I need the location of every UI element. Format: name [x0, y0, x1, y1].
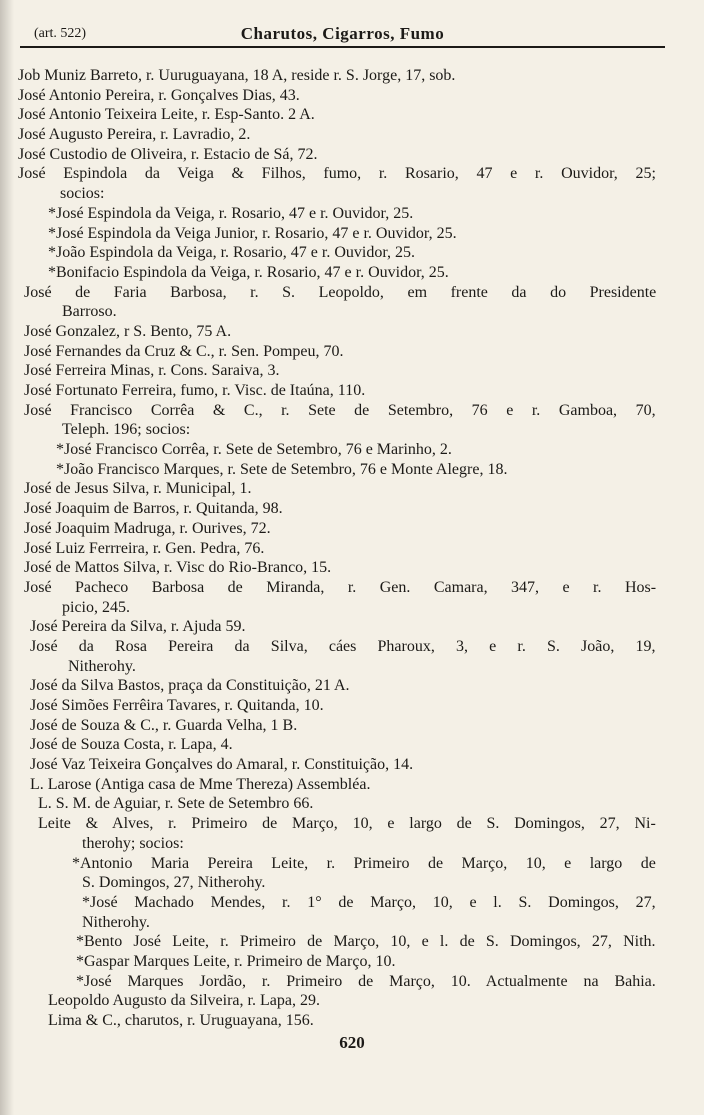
entry-line: José de Mattos Silva, r. Visc do Rio-Branco, 15. — [24, 559, 332, 577]
entry-line: José Gonzalez, r S. Bento, 75 A. — [24, 322, 232, 340]
entry-line: José Simões Ferrêira Tavares, r. Quitanda, 10. — [30, 697, 324, 714]
entry-line: José de Jesus Silva, r. Municipal, 1. — [24, 480, 252, 498]
entry-line: L. Larose (Antiga casa de Mme Thereza) Assembléa. — [30, 775, 371, 793]
entry-line: José Custodio de Oliveira, r. Estacio de Sá, 72. — [18, 145, 318, 163]
entry-line: Nitherohy. — [82, 913, 150, 931]
entry-line: *Bonifacio Espindola da Veiga, r. Rosario, 47 e r. Ouvidor, 25. — [48, 263, 449, 281]
entry-line: José Pereira da Silva, r. Ajuda 59. — [30, 618, 246, 636]
page-header — [20, 24, 665, 48]
entry-line: José Luiz Ferrreira, r. Gen. Pedra, 76. — [24, 539, 265, 557]
entry-line: José Joaquim Madruga, r. Ourives, 72. — [24, 519, 271, 537]
entry-line: José Antonio Pereira, r. Gonçalves Dias, 43. — [18, 86, 300, 104]
entry-line: José de Faria Barbosa, r. S. Leopoldo, em frente da do Presidente — [24, 283, 657, 301]
entry-line: José de Souza Costa, r. Lapa, 4. — [30, 736, 233, 754]
entry-line: José Espindola da Veiga & Filhos, fumo, r. Rosario, 47 e r. Ouvidor, 25; — [18, 165, 656, 183]
entry-line: socios: — [60, 185, 105, 203]
entry-line: José Ferreira Minas, r. Cons. Saraiva, 3. — [24, 362, 280, 380]
entry-line: *José Espindola da Veiga, r. Rosario, 47 e r. Ouvidor, 25. — [48, 204, 414, 222]
entry-line: *Bento José Leite, r. Primeiro de Março, 10, e l. de S. Domingos, 27, Nith. — [76, 933, 656, 951]
entry-line: *José Francisco Corrêa, r. Sete de Setembro, 76 e Marinho, 2. — [56, 441, 452, 459]
entry-line: José Vaz Teixeira Gonçalves do Amaral, r. Constituição, 14. — [30, 756, 414, 774]
entry-list — [0, 66, 704, 1031]
entry-line: *João Espindola da Veiga, r. Rosario, 47 e r. Ouvidor, 25. — [48, 244, 416, 262]
entry-line: José Augusto Pereira, r. Lavradio, 2. — [18, 126, 251, 144]
entry-line: Nitherohy. — [68, 657, 136, 675]
entry-line: therohy; socios: — [82, 834, 184, 852]
entry-line: José Antonio Teixeira Leite, r. Esp-Santo. 2 A. — [18, 106, 315, 124]
entry-line: Leopoldo Augusto da Silveira, r. Lapa, 29. — [48, 992, 320, 1010]
entry-line: Leite & Alves, r. Primeiro de Março, 10, e largo de S. Domingos, 27, Ni- — [38, 815, 656, 833]
entry-line: José da Rosa Pereira da Silva, cáes Pharoux, 3, e r. S. João, 19, — [30, 637, 656, 655]
entry-line: Lima & C., charutos, r. Uruguayana, 156. — [48, 1012, 314, 1029]
page-number: 620 — [339, 1033, 365, 1052]
entry-line: José Fernandes da Cruz & C., r. Sen. Pompeu, 70. — [24, 342, 344, 360]
entry-line: picio, 245. — [62, 598, 130, 616]
entry-line: *José Espindola da Veiga Junior, r. Rosario, 47 e r. Ouvidor, 25. — [48, 224, 457, 242]
entry-line: Barroso. — [62, 303, 117, 321]
entry-line: José da Silva Bastos, praça da Constituição, 21 A. — [30, 677, 350, 695]
entry-line: S. Domingos, 27, Nitherohy. — [82, 874, 266, 892]
entry-line: *José Marques Jordão, r. Primeiro de Março, 10. Actualmente na Bahia. — [76, 972, 656, 990]
entry-line: José Fortunato Ferreira, fumo, r. Visc. de Itaúna, 110. — [24, 382, 366, 399]
entry-line: José de Souza & C., r. Guarda Velha, 1 B. — [30, 716, 298, 734]
entry-line: *João Francisco Marques, r. Sete de Setembro, 76 e Monte Alegre, 18. — [56, 460, 508, 478]
entry-line: *José Machado Mendes, r. 1° de Março, 10, e l. S. Domingos, 27, — [82, 893, 656, 911]
entry-line: L. S. M. de Aguiar, r. Sete de Setembro 66. — [38, 795, 314, 813]
article-reference: (art. 522) — [34, 26, 87, 41]
entry-line: *Antonio Maria Pereira Leite, r. Primeiro de Março, 10, e largo de — [72, 854, 656, 872]
entry-line: Teleph. 196; socios: — [62, 421, 191, 439]
entry-line: *Gaspar Marques Leite, r. Primeiro de Março, 10. — [76, 952, 396, 970]
entry-line: José Joaquim de Barros, r. Quitanda, 98. — [24, 500, 283, 518]
entry-line: José Francisco Corrêa & C., r. Sete de Setembro, 76 e r. Gamboa, 70, — [24, 401, 656, 419]
entry-line: José Pacheco Barbosa de Miranda, r. Gen. Camara, 347, e r. Hos- — [24, 578, 657, 596]
page-title: Charutos, Cigarros, Fumo — [240, 24, 445, 43]
entry-line: Job Muniz Barreto, r. Uuruguayana, 18 A, reside r. S. Jorge, 17, sob. — [18, 67, 456, 84]
